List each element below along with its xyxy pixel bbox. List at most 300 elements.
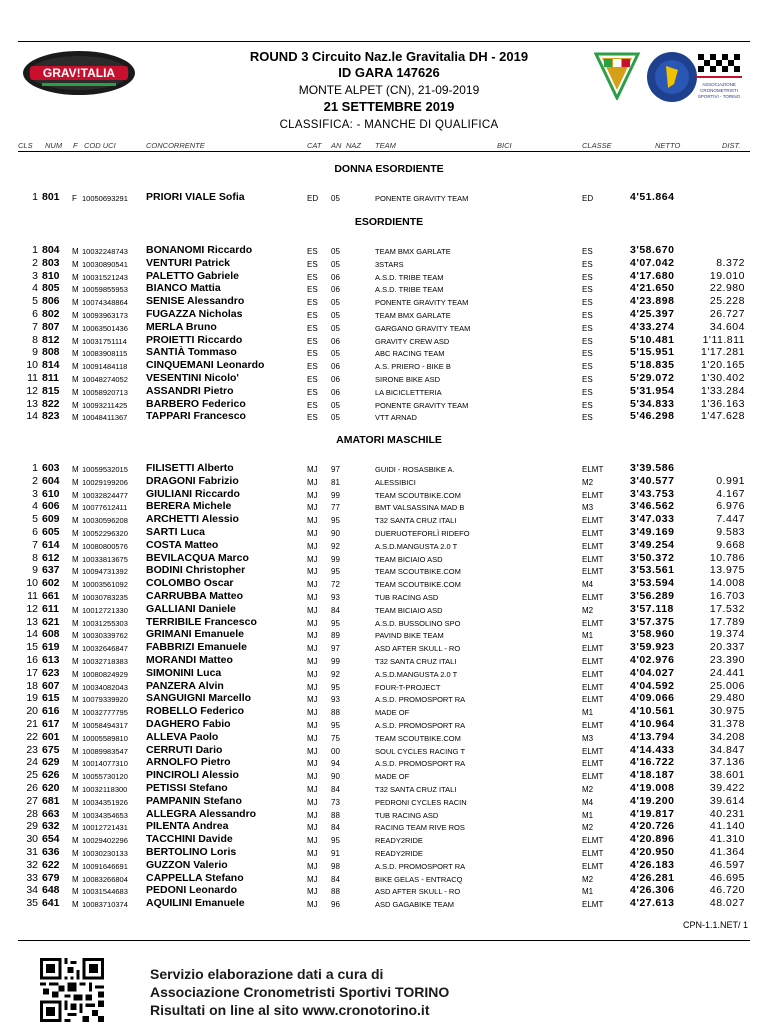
cell-sex: M — [72, 259, 79, 269]
cell-cls: 9 — [32, 346, 38, 359]
cell-time: 4'33.274 — [630, 320, 675, 333]
cell-name: BIANCO Mattia — [146, 282, 221, 295]
cell-cls: 27 — [26, 794, 38, 807]
cell-classe: ELMT — [582, 618, 604, 628]
cell-cod-uci: 10080824929 — [82, 669, 128, 679]
cell-gap: 1'20.165 — [701, 359, 745, 372]
cell-time: 4'25.397 — [630, 308, 675, 320]
cell-cod-uci: 10063501436 — [82, 323, 128, 333]
cell-cat: MJ — [307, 580, 318, 590]
cell-sex: M — [72, 708, 79, 718]
cell-birth-year: 97 — [331, 465, 340, 474]
cell-classe: ELMT — [582, 772, 604, 782]
cell-team: TEAM BMX GARLATE — [375, 247, 451, 256]
cell-num: 632 — [42, 820, 60, 833]
cell-classe: ES — [582, 400, 593, 410]
cell-team: VTT ARNAD — [375, 413, 417, 423]
table-row — [0, 385, 768, 397]
cell-cls: 24 — [26, 756, 38, 769]
cell-time: 4'17.680 — [630, 269, 675, 282]
cell-cat: ES — [307, 336, 318, 346]
cell-team: BMT VALSASSINA MAD B — [375, 503, 465, 513]
cell-sex: M — [72, 349, 79, 359]
cell-cod-uci: 10093963173 — [82, 311, 128, 320]
cell-gap: 1'11.811 — [702, 333, 745, 346]
cell-cod-uci: 10080800576 — [82, 541, 128, 551]
table-row — [0, 244, 768, 256]
cell-cls: 28 — [26, 807, 38, 820]
cell-classe: M1 — [582, 708, 594, 718]
cell-cls: 21 — [26, 718, 38, 730]
cell-cat: ES — [307, 323, 318, 333]
cell-time: 3'53.594 — [630, 577, 675, 590]
cell-gap: 1'17.281 — [701, 346, 745, 359]
cell-name: ARCHETTI Alessio — [146, 513, 239, 526]
cell-birth-year: 88 — [331, 708, 340, 718]
cell-num: 807 — [42, 320, 60, 333]
event-title: ROUND 3 Circuito Naz.le Gravitalia DH - 2019 — [249, 49, 529, 64]
cell-num: 636 — [42, 846, 60, 858]
cell-team: ASD AFTER SKULL - RO — [375, 644, 461, 654]
cell-name: CARRUBBA Matteo — [146, 590, 244, 602]
cell-team: A.S.D. PROMOSPORT RA — [375, 861, 466, 871]
cell-team: DUERUOTEFORLÌ RIDEFO — [375, 529, 470, 538]
cell-sex: M — [72, 285, 79, 295]
cell-name: BERTOLINO Loris — [146, 846, 237, 858]
cell-team: ABC RACING TEAM — [375, 349, 445, 359]
cell-team: A.S.D.MANGUSTA 2.0 T — [375, 669, 458, 679]
cell-name: CAPPELLA Stefano — [146, 871, 244, 884]
cell-birth-year: 94 — [331, 759, 340, 769]
cell-team: READY2RIDE — [375, 836, 423, 846]
cell-sex: M — [72, 746, 79, 756]
cell-cls: 12 — [26, 602, 38, 615]
cell-team: PONENTE GRAVITY TEAM — [375, 194, 469, 203]
table-row — [0, 769, 768, 781]
cell-gap: 46.695 — [709, 871, 745, 884]
cell-sex: M — [72, 605, 79, 615]
cell-classe: ES — [582, 323, 593, 333]
cell-sex: M — [72, 631, 79, 641]
cell-cls: 3 — [32, 487, 38, 500]
cell-cat: MJ — [307, 541, 318, 551]
cell-cls: 7 — [32, 320, 38, 333]
cell-num: 637 — [42, 564, 60, 577]
cell-cod-uci: 10050693291 — [82, 194, 128, 203]
cell-birth-year: 99 — [331, 490, 340, 500]
cell-sex: M — [72, 644, 79, 654]
cell-cls: 4 — [32, 282, 38, 295]
cell-cod-uci: 10091484118 — [82, 362, 128, 372]
cell-team: TEAM BICIAIO ASD — [375, 605, 443, 615]
cell-sex: M — [72, 247, 79, 256]
cell-cod-uci: 10032718383 — [82, 657, 128, 666]
cell-sex: M — [72, 465, 79, 474]
cell-cod-uci: 10083266804 — [82, 874, 128, 884]
cell-cat: MJ — [307, 503, 318, 513]
cell-cat: ES — [307, 387, 318, 397]
cell-cod-uci: 10030783235 — [82, 593, 128, 602]
cell-birth-year: 05 — [331, 259, 340, 269]
cell-time: 5'34.833 — [630, 397, 675, 410]
cell-time: 4'20.726 — [630, 820, 675, 833]
cell-cls: 12 — [26, 384, 38, 397]
cell-cls: 10 — [26, 359, 38, 372]
cell-sex: M — [72, 400, 79, 410]
cell-cls: 4 — [32, 500, 38, 513]
cell-cat: MJ — [307, 887, 318, 897]
cell-classe: ELMT — [582, 746, 604, 756]
cell-classe: ELMT — [582, 644, 604, 654]
cell-sex: M — [72, 336, 79, 346]
cell-cls: 25 — [26, 769, 38, 782]
cell-classe: ELMT — [582, 669, 604, 679]
cell-gap: 46.597 — [709, 858, 745, 871]
cell-num: 616 — [42, 705, 60, 718]
cell-sex: M — [72, 759, 79, 769]
cell-sex: M — [72, 387, 79, 397]
cell-num: 601 — [42, 730, 60, 743]
cell-team: A.S.D.MANGUSTA 2.0 T — [375, 541, 458, 551]
cell-num: 681 — [42, 794, 60, 807]
cell-classe: ELMT — [582, 516, 604, 526]
col-naz: NAZ — [346, 141, 361, 150]
cell-team: TEAM BICIAIO ASD — [375, 554, 443, 564]
cell-gap: 19.010 — [709, 269, 745, 282]
cell-cls: 13 — [26, 615, 38, 628]
cell-birth-year: 06 — [331, 272, 340, 282]
cell-num: 648 — [42, 884, 60, 897]
cell-birth-year: 05 — [331, 413, 340, 423]
table-row — [0, 462, 768, 474]
table-row — [0, 372, 768, 384]
footer-rule — [18, 940, 750, 941]
table-row — [0, 475, 768, 487]
cell-birth-year: 95 — [331, 567, 340, 577]
cell-cat: MJ — [307, 874, 318, 884]
cell-sex: M — [72, 669, 79, 679]
cell-gap: 30.975 — [709, 705, 745, 718]
cell-name: BERERA Michele — [146, 500, 232, 513]
cell-sex: M — [72, 529, 79, 538]
cell-name: SANTIÀ Tommaso — [146, 346, 237, 359]
cell-cls: 2 — [32, 474, 38, 487]
cell-cls: 23 — [26, 743, 38, 756]
cell-cls: 31 — [26, 846, 38, 858]
cell-name: TERRIBILE Francesco — [146, 615, 257, 628]
cell-sex: M — [72, 618, 79, 628]
cell-birth-year: 77 — [331, 503, 340, 513]
cell-classe: ES — [582, 362, 593, 372]
cell-num: 654 — [42, 833, 60, 846]
table-row — [0, 884, 768, 896]
cell-cod-uci: 10093211425 — [82, 400, 128, 410]
cell-time: 5'10.481 — [630, 333, 675, 346]
cell-team: PEDRONI CYCLES RACIN — [375, 797, 467, 807]
cell-time: 4'26.306 — [630, 884, 675, 897]
cell-gap: 29.480 — [709, 692, 745, 705]
cell-birth-year: 72 — [331, 580, 340, 590]
cell-name: ARNOLFO Pietro — [146, 756, 231, 769]
cell-cat: MJ — [307, 490, 318, 500]
cell-team: GUIDI - ROSASBIKE A. — [375, 465, 455, 474]
cell-time: 3'46.562 — [630, 500, 675, 513]
cell-sex: M — [72, 375, 79, 384]
cell-time: 3'57.375 — [630, 615, 675, 628]
cell-cls: 33 — [26, 871, 38, 884]
cell-cls: 26 — [26, 782, 38, 794]
cell-sex: M — [72, 567, 79, 577]
cell-cat: MJ — [307, 644, 318, 654]
cell-cls: 8 — [32, 551, 38, 564]
cell-time: 4'19.200 — [630, 794, 675, 807]
cell-sex: M — [72, 810, 79, 820]
cell-classe: M2 — [582, 874, 594, 884]
cell-name: ROBELLO Federico — [146, 705, 245, 718]
cell-sex: M — [72, 516, 79, 526]
cell-team: A.S.D. TRIBE TEAM — [375, 285, 444, 295]
cell-gap: 24.441 — [709, 666, 745, 679]
cell-cls: 35 — [26, 897, 38, 910]
table-row — [0, 359, 768, 371]
cell-gap: 48.027 — [709, 897, 745, 910]
cell-num: 810 — [42, 269, 60, 282]
cell-cls: 20 — [26, 705, 38, 718]
cell-cat: MJ — [307, 682, 318, 692]
cell-sex: M — [72, 593, 79, 602]
cell-sex: M — [72, 311, 79, 320]
table-row — [0, 191, 768, 203]
cell-cat: MJ — [307, 836, 318, 846]
cell-sex: M — [72, 323, 79, 333]
cell-classe: ELMT — [582, 657, 604, 666]
cell-name: SANGUIGNI Marcello — [146, 692, 252, 705]
cell-sex: M — [72, 413, 79, 423]
cell-gap: 1'47.628 — [701, 410, 745, 423]
cell-birth-year: 84 — [331, 874, 340, 884]
cell-sex: M — [72, 900, 79, 910]
cell-team: MADE OF — [375, 772, 410, 782]
cell-gap: 1'33.284 — [701, 384, 745, 397]
cell-name: PETISSI Stefano — [146, 782, 228, 794]
cell-name: PROIETTI Riccardo — [146, 333, 243, 346]
cell-cat: ES — [307, 259, 318, 269]
cell-classe: ELMT — [582, 861, 604, 871]
cell-num: 629 — [42, 756, 60, 769]
cell-name: BONANOMI Riccardo — [146, 244, 253, 256]
cell-cod-uci: 10003561092 — [82, 580, 128, 590]
table-row — [0, 346, 768, 358]
cell-cls: 22 — [26, 730, 38, 743]
cell-num: 815 — [42, 384, 60, 397]
cell-birth-year: 95 — [331, 836, 340, 846]
cell-birth-year: 05 — [331, 298, 340, 308]
cell-team: TUB RACING ASD — [375, 810, 439, 820]
cell-name: VESENTINI Nicolo' — [146, 372, 239, 384]
cell-cls: 2 — [32, 256, 38, 269]
cell-team: GRAVITY CREW ASD — [375, 336, 450, 346]
cell-num: 623 — [42, 666, 60, 679]
cell-gap: 37.136 — [709, 756, 745, 769]
cell-name: CERRUTI Dario — [146, 743, 223, 756]
table-row — [0, 782, 768, 794]
cell-classe: ELMT — [582, 529, 604, 538]
fci-shield-logo — [594, 50, 640, 100]
table-row — [0, 577, 768, 589]
cell-team: TEAM SCOUTBIKE.COM — [375, 580, 461, 590]
cell-team: SOUL CYCLES RACING T — [375, 746, 466, 756]
cell-cod-uci: 10083908115 — [82, 349, 128, 359]
cell-time: 5'46.298 — [630, 410, 675, 423]
svg-text:SPORTIVI - TORINO: SPORTIVI - TORINO — [697, 94, 741, 99]
cell-name: PANZERA Alvin — [146, 679, 224, 692]
cell-num: 606 — [42, 500, 60, 513]
cell-num: 609 — [42, 513, 60, 526]
cell-cat: MJ — [307, 477, 318, 487]
cell-cat: ES — [307, 349, 318, 359]
cell-gap: 25.228 — [709, 295, 745, 308]
cell-num: 641 — [42, 897, 60, 910]
cell-sex: M — [72, 682, 79, 692]
cell-birth-year: 73 — [331, 797, 340, 807]
col-classe: CLASSE — [582, 141, 612, 150]
cell-cod-uci: 10005589810 — [82, 733, 128, 743]
col-an: AN — [331, 141, 342, 150]
cell-cls: 1 — [32, 191, 38, 203]
cell-name: FILISETTI Alberto — [146, 462, 234, 474]
cell-gap: 6.976 — [716, 500, 745, 513]
cell-birth-year: 95 — [331, 618, 340, 628]
cell-num: 621 — [42, 615, 60, 628]
cell-gap: 0.991 — [716, 474, 745, 487]
cell-birth-year: 84 — [331, 785, 340, 794]
cell-time: 5'18.835 — [630, 359, 675, 372]
cell-classe: ELMT — [582, 490, 604, 500]
cell-num: 801 — [42, 191, 60, 203]
cell-time: 3'58.670 — [630, 244, 675, 256]
cell-cod-uci: 10034351926 — [82, 797, 128, 807]
cell-gap: 10.786 — [709, 551, 745, 564]
cell-cat: ED — [307, 194, 319, 203]
cell-classe: ELMT — [582, 836, 604, 846]
cell-cat: MJ — [307, 708, 318, 718]
cell-sex: M — [72, 503, 79, 513]
svg-text:ASSOCIAZIONE: ASSOCIAZIONE — [702, 82, 736, 87]
cell-birth-year: 81 — [331, 477, 340, 487]
cell-cls: 9 — [32, 564, 38, 577]
cell-classe: M2 — [582, 785, 594, 794]
cell-num: 811 — [42, 372, 59, 384]
section-title: AMATORI MASCHILE — [336, 434, 442, 446]
race-date: 21 SETTEMBRE 2019 — [323, 99, 455, 114]
cell-classe: ES — [582, 387, 593, 397]
cell-cls: 11 — [27, 372, 38, 384]
cell-time: 4'10.561 — [630, 705, 675, 718]
cell-classe: ES — [582, 336, 593, 346]
cell-num: 805 — [42, 282, 60, 295]
table-row — [0, 872, 768, 884]
cell-birth-year: 06 — [331, 362, 340, 372]
cell-cod-uci: 10030596208 — [82, 516, 128, 526]
cell-num: 615 — [42, 692, 60, 705]
cell-cat: MJ — [307, 746, 318, 756]
cell-time: 4'16.722 — [630, 756, 675, 769]
table-row — [0, 718, 768, 730]
table-row — [0, 705, 768, 717]
col-num: NUM — [45, 141, 63, 150]
cell-name: GUZZON Valerio — [146, 858, 228, 871]
table-row — [0, 488, 768, 500]
cell-cat: ES — [307, 375, 318, 384]
cell-time: 4'07.042 — [630, 256, 675, 269]
table-row — [0, 270, 768, 282]
cell-team: A.S.D. PROMOSPORT RA — [375, 721, 466, 730]
cell-cod-uci: 10033813675 — [82, 554, 128, 564]
cell-cls: 29 — [26, 820, 38, 833]
cell-sex: M — [72, 849, 79, 858]
table-row — [0, 603, 768, 615]
race-id: ID GARA 147626 — [338, 65, 440, 80]
cell-sex: M — [72, 772, 79, 782]
cell-sex: M — [72, 887, 79, 897]
cell-cat: MJ — [307, 849, 318, 858]
cell-classe: M1 — [582, 810, 594, 820]
cell-cat: MJ — [307, 605, 318, 615]
cell-classe: ED — [582, 194, 594, 203]
cell-cod-uci: 10029402296 — [82, 836, 128, 846]
cell-cod-uci: 10032118300 — [82, 785, 128, 794]
col-cls: CLS — [18, 141, 33, 150]
cell-name: BODINI Christopher — [146, 564, 246, 577]
cell-num: 619 — [42, 641, 60, 654]
cell-gap: 1'36.163 — [701, 397, 745, 410]
cell-team: PONENTE GRAVITY TEAM — [375, 298, 469, 308]
cell-name: ASSANDRI Pietro — [146, 384, 234, 397]
cell-birth-year: 95 — [331, 516, 340, 526]
cell-birth-year: 05 — [331, 194, 340, 203]
cell-time: 5'29.072 — [630, 372, 675, 384]
cell-time: 3'58.960 — [630, 628, 675, 641]
qr-code — [40, 958, 104, 1022]
cell-cls: 17 — [26, 666, 38, 679]
cell-cod-uci: 10077612411 — [82, 503, 128, 513]
cell-cod-uci: 10089983547 — [82, 746, 128, 756]
cell-name: SARTI Luca — [146, 526, 205, 538]
cell-cat: MJ — [307, 772, 318, 782]
table-row — [0, 654, 768, 666]
cell-team: A.S. PRIERO - BIKE B — [375, 362, 451, 372]
cell-birth-year: 89 — [331, 631, 340, 641]
cell-time: 4'26.281 — [630, 871, 675, 884]
cell-time: 3'40.577 — [630, 474, 675, 487]
cell-cod-uci: 10030890541 — [82, 259, 128, 269]
cell-team: T32 SANTA CRUZ ITALI — [375, 516, 457, 526]
table-row — [0, 731, 768, 743]
cell-gap: 41.364 — [709, 846, 745, 858]
cell-classe: ES — [582, 259, 593, 269]
race-location: MONTE ALPET (CN), 21-09-2019 — [298, 83, 480, 97]
table-row — [0, 744, 768, 756]
cell-sex: M — [72, 554, 79, 564]
cell-gap: 17.789 — [709, 615, 745, 628]
cell-name: PEDONI Leonardo — [146, 884, 238, 897]
cell-classe: ELMT — [582, 465, 604, 474]
cell-cat: MJ — [307, 567, 318, 577]
cell-cod-uci: 10094731392 — [82, 567, 128, 577]
col-team: TEAM — [375, 141, 396, 150]
cell-gap: 31.378 — [709, 718, 745, 730]
cell-team: SIRONE BIKE ASD — [375, 375, 441, 384]
